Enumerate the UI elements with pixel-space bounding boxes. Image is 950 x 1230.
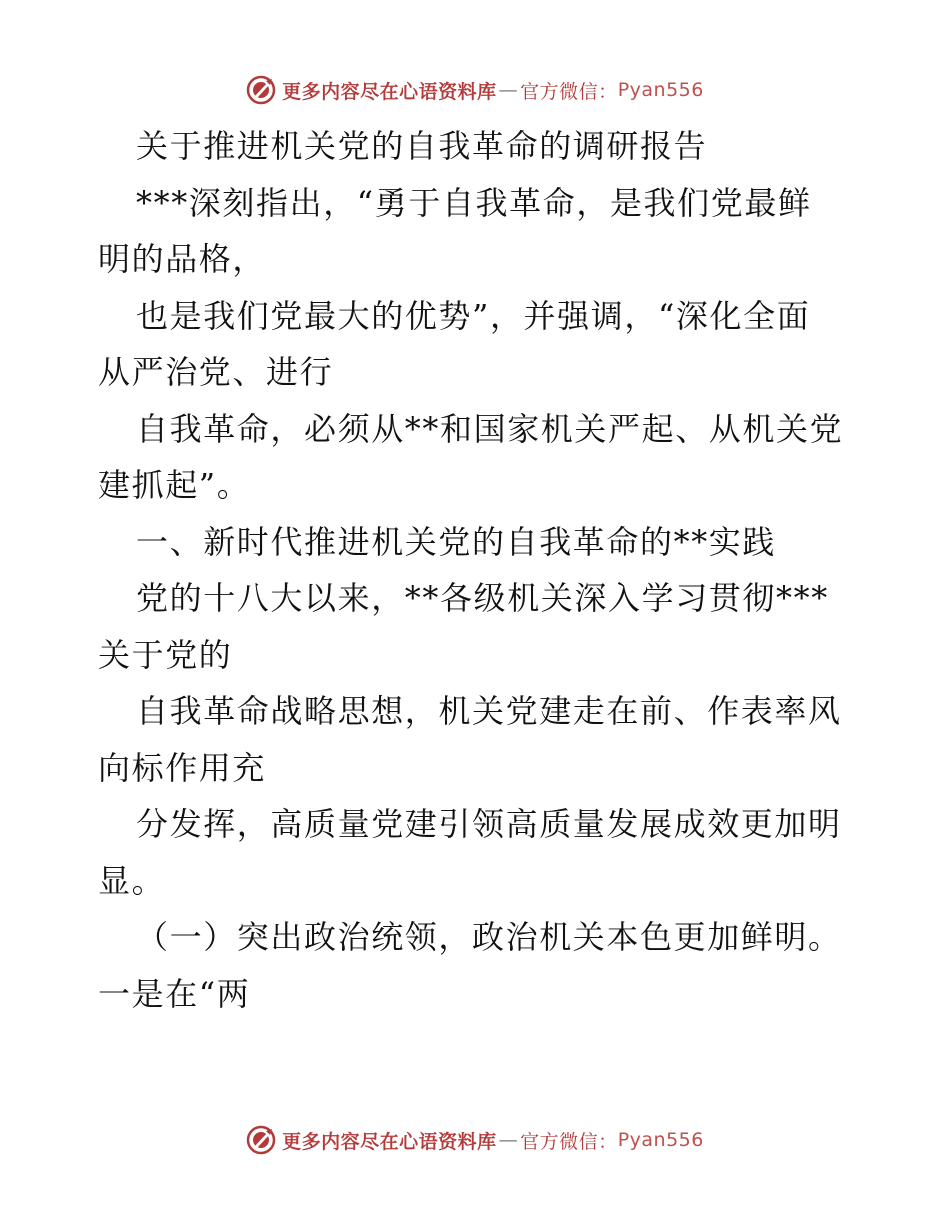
paragraph-line: 一是在“两: [98, 974, 251, 1013]
banner-main-text: 更多内容尽在心语资料库: [282, 1130, 497, 1153]
quill-seal-icon: [246, 75, 276, 105]
document-title: 关于推进机关党的自我革命的调研报告: [136, 127, 708, 165]
paragraph-line: 也是我们党最大的优势”，并强调，“深化全面: [136, 296, 811, 335]
banner-separator: —: [498, 79, 519, 101]
paragraph-line: 自我革命，必须从**和国家机关严起、从机关党: [136, 409, 844, 448]
banner-wechat-label: 官方微信：: [520, 80, 618, 103]
banner-wechat-label: 官方微信：: [520, 1130, 618, 1153]
banner-separator: —: [498, 1129, 519, 1151]
paragraph-line: （一）突出政治统领，政治机关本色更加鲜明。: [136, 918, 842, 956]
paragraph-line: 明的品格，: [98, 240, 267, 278]
paragraph-line: 自我革命战略思想，机关党建走在前、作表率风: [136, 692, 842, 730]
banner-wechat-id: Pyan556: [617, 79, 704, 101]
paragraph-line: 关于党的: [98, 635, 233, 674]
quill-seal-icon: [246, 1125, 276, 1155]
banner-wechat-id: Pyan556: [617, 1129, 704, 1151]
footer-banner: [0, 1120, 950, 1160]
paragraph-line: 从严治党、进行: [98, 353, 334, 391]
paragraph-line: 向标作用充: [98, 748, 267, 787]
paragraph-line: ***深刻指出，“勇于自我革命，是我们党最鲜: [136, 183, 812, 222]
paragraph-line: 显。: [98, 861, 166, 900]
header-banner: [0, 70, 950, 110]
paragraph-line: 分发挥，高质量党建引领高质量发展成效更加明: [136, 805, 842, 843]
paragraph-line: 党的十八大以来，**各级机关深入学习贯彻***: [136, 579, 829, 617]
document-body: [98, 118, 858, 1022]
paragraph-line: 建抓起”。: [98, 466, 251, 504]
paragraph-line: 一、新时代推进机关党的自我革命的**实践: [136, 522, 777, 561]
banner-main-text: 更多内容尽在心语资料库: [282, 80, 497, 103]
